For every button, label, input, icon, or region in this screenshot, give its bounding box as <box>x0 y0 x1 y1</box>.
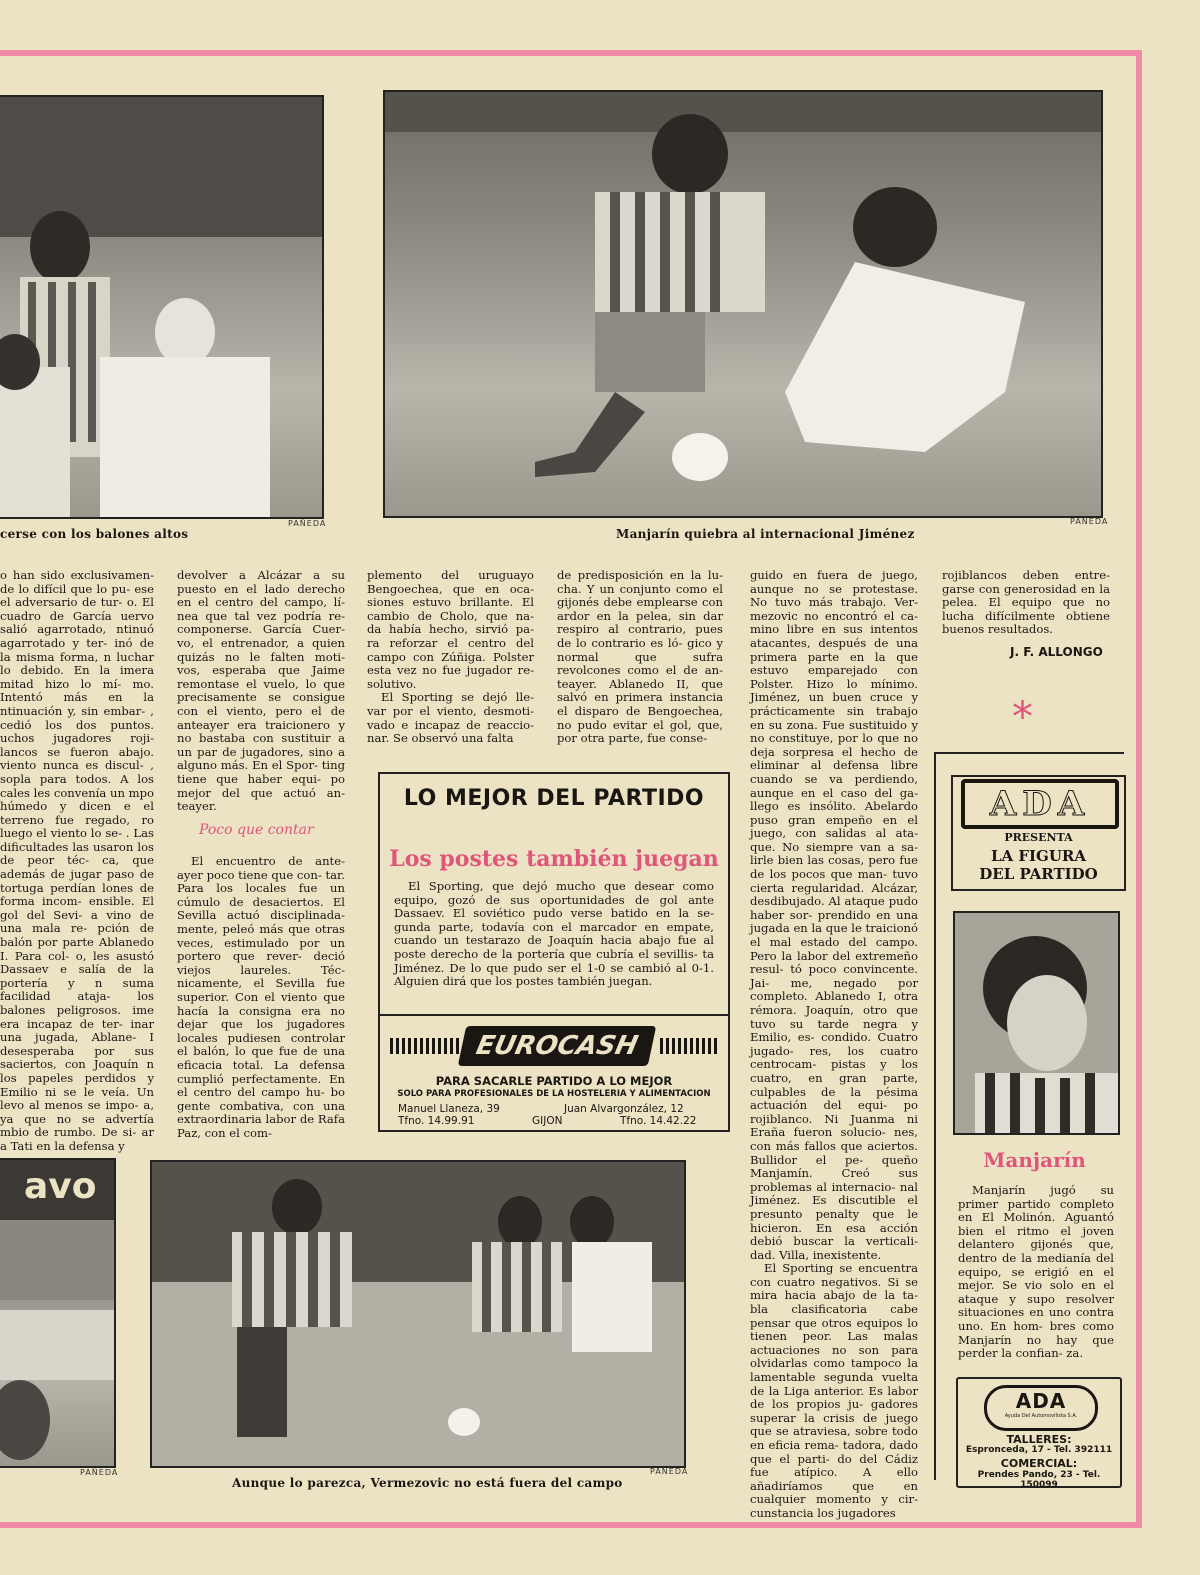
lo-mejor-box <box>378 772 730 1016</box>
ada-talleres-logo <box>984 1385 1098 1431</box>
article-column-3 <box>367 569 534 746</box>
ada-talleres-logo-text: ADA <box>1015 1389 1067 1413</box>
article-column-1 <box>0 569 154 1154</box>
photo-bottom-center-credit: PAÑEDA <box>650 1467 689 1476</box>
ada-figura-line2: DEL PARTIDO <box>979 865 1098 883</box>
photo-bottom-left <box>0 1158 116 1468</box>
photo-top-left-credit: PAÑEDA <box>288 519 327 528</box>
eurocash-phone-2: Tfno. 14.42.22 <box>620 1115 697 1127</box>
article-col3-p1: plemento del uruguayo Bengoechea, que en oca- siones estuvo brillante. El cambio de Cholo, que na- da había hecho, sirvió pa- ra reforzar el centro del campo con Zúñiga. Polster esta vez no fue jugador re- solutivo. <box>367 568 534 691</box>
subhead: Poco que contar <box>199 822 314 838</box>
article-column-6 <box>942 569 1110 637</box>
player-description-text: Manjarín jugó su primer partido completo en El Molinón. Aguantó bien el ritmo el joven delantero gijonés que, dentro de la medianía del equipo, se erigió en el mejor. Se vio solo en el ataque y supo resolver situaciones en uno contra uno. En hom- bres como Manjarín no hay que perder la confian- za. <box>958 1183 1114 1361</box>
article-column-4 <box>557 569 723 746</box>
photo-bottom-left-credit: PAÑEDA <box>80 1468 119 1477</box>
player-description <box>958 1184 1114 1361</box>
photo-bottom-center-caption: Aunque lo parezca, Vermezovic no está fuera del campo <box>232 1476 623 1490</box>
article-col4-text: de predisposición en la lu- cha. Y un conjunto como el gijonés debe emplearse con ardor en la pelea, sin dar respiro al contrario, pues de lo contrario es ló- gico y normal que sufra revolcones como el de an- teayer. Ablanedo II, que salvó en primera instancia el disparo de Bengoechea, no pudo evitar el gol, que, por otra parte, fue conse- <box>557 568 723 746</box>
eurocash-phone-1: Tfno. 14.99.91 <box>398 1115 475 1127</box>
eurocash-address-1: Manuel Llaneza, 39 <box>398 1103 500 1115</box>
photo-bottom-center <box>150 1160 686 1468</box>
photo-top-right-credit: PAÑEDA <box>1070 517 1109 526</box>
article-column-5 <box>750 569 918 1521</box>
ada-talleres-label: TALLERES: <box>1006 1433 1072 1446</box>
eurocash-slogan: PARA SACARLE PARTIDO A LO MEJOR <box>435 1074 673 1088</box>
eurocash-logo: EUROCASH <box>458 1026 657 1066</box>
lo-mejor-headline: Los postes también juegan <box>389 846 719 872</box>
article-column-2b <box>177 855 345 1140</box>
article-col5-p1: guido en fuera de juego, aunque no se protestase. No tuvo más trabajo. Ver- mezovic no encontró el ca- mino libre en sus intentos atacantes, después de una primera parte en la que estuvo emparejado con Polster. Hizo lo mínimo. Jiménez, un buen cruce y prácticamente sin trabajo en su zona. Fue sustituido y no constituye, por lo que no deja sorpresa el hecho de eliminar al defensa libre cuando se va perdiendo, aunque en el caso del ga- llego es insólito. Abelardo puso gran empeño en el juego, con salidas al ata- que. No siempre van a sa- lirle bien las cosas, pero fue de los pocos que man- tuvo cierta regularidad. Alcázar, desdibujado. Al ataque pudo haber sor- prendido en una jugada en la que le traicionó el mal estado del campo. Pero la labor del extremeño resul- tó poco convincente. Jai- me, negado por completo. Ablanedo I, otra rémora. Joaquín, otro que tuvo su tarde negra y Emilio, es- condido. Cuatro jugado- res, los cuatro centrocam- pistas y los cuatro, en gran parte, culpables de la pésima actuación del equi- po rojiblanco. Ni Juanma ni Eraña fueron solucio- nes, con más fallos que aciertos. Bullidor el pe- queño Manjamín. Creó sus problemas al internacio- nal Jiménez. Es discutible el presunto penalty que le hicieron. En esa acción debió buscar la verticali- dad. Villa, inexistente. <box>750 568 918 1262</box>
photo-bottom-left-banner: avo <box>24 1166 97 1207</box>
ada-box-top-line <box>934 752 1124 754</box>
article-col6-text: rojiblancos deben entre- garse con generosidad en la pelea. El equipo que no lucha difícilmente obtiene buenos resultados. <box>942 568 1110 637</box>
ada-figura-line1: LA FIGURA <box>990 847 1087 865</box>
photo-top-right <box>383 90 1103 518</box>
article-col1-text: o han sido exclusivamen- de lo difícil que lo pu- ese el adversario de tur- o. El cuadro de García uervo salió agarrotado, ntinuó agarrotado y ter- inó de la misma forma, n luchar lo debido. En la imera mitad hizo lo mí- mo. Intentó más en la ntinuación y, sin embar- , cedió los dos puntos. uchos jugadores roji- lancos se fueron abajo. viento nunca es discul- , sopla para todos. A los cales les convenía un mpo húmedo y dicen e el terreno fue regado, ro luego el viento lo se- . Las dificultades las usaron los de peor téc- ca, que además de jugar paso de tortuga perdían lones de forma incom- ensible. El gol del Sevi- a vino de una mala re- pción de balón por parte Ablanedo I. Para col- o, les asustó Dassaev e salía de la portería y n suma facilidad ataja- los balones peligrosos. ime era incapaz de ter- inar una jugada, Ablane- I desesperaba por sus saciertos, con Joaquín n los papeles perdidos y Emilio ni se le veía. Un levo al menos se impo- a, ya que no se advertía mbio de rumbo. De si- ar a Tati en la defensa y <box>0 568 154 1153</box>
eurocash-stripes-left <box>390 1038 460 1054</box>
eurocash-stripes-right <box>660 1038 718 1054</box>
ada-figura-box <box>951 775 1126 891</box>
lo-mejor-title: LO MEJOR DEL PARTIDO <box>403 786 705 811</box>
ada-box-outer-line <box>934 752 936 1480</box>
ada-talleres-tagline: Ayuda Del Automovilista S.A. <box>1004 1413 1078 1419</box>
eurocash-address-2: Juan Alvargonzález, 12 <box>564 1103 684 1115</box>
ada-talleres-ad <box>956 1377 1122 1488</box>
eurocash-ad <box>378 1014 730 1132</box>
player-portrait <box>953 911 1120 1135</box>
article-column-2 <box>177 569 345 814</box>
eurocash-sub: SOLO PARA PROFESIONALES DE LA HOSTELERIA Y ALIMENTACION <box>397 1089 711 1099</box>
page-frame-top <box>0 50 1142 56</box>
asterisk-ornament: * <box>1012 692 1033 741</box>
ada-comercial-address: Prendes Pando, 23 - Tel. 150099 <box>977 1470 1101 1490</box>
page-frame-right <box>1136 50 1142 1528</box>
article-col2-text: devolver a Alcázar a su puesto en el lado derecho en el centro del campo, lí- nea que tal vez podría re- componerse. García Cuer- vo, el entrenador, a quien quizás no le falten moti- vos, esperaba que Jaime remontase el vuelo, lo que precisamente se consigue con el viento, pero el de anteayer era traicionero y no bastaba con sustituir a un par de jugadores, sino a alguno más. En el Spor- ting tiene que haber equi- po mejor del que actuó an- teayer. <box>177 568 345 814</box>
ada-comercial-label: COMERCIAL: <box>1000 1457 1078 1470</box>
photo-top-left <box>0 95 324 519</box>
eurocash-city: GIJON <box>532 1115 563 1127</box>
article-col3-p2: El Sporting se dejó lle- var por el viento, desmoti- vado e incapaz de reaccio- nar. Se observó una falta <box>367 690 534 746</box>
author-signature: J. F. ALLONGO <box>1010 645 1103 659</box>
player-name: Manjarín <box>983 1148 1086 1172</box>
ada-presenta: PRESENTA <box>1004 831 1073 844</box>
lo-mejor-body: El Sporting, que dejó mucho que desear como equipo, gozó de sus oportunidades de gol ante Dassaev. El soviético pudo verse batido en la se- gunda parte, todavía con el marcador en empate, cuando un testarazo de Joaquín hacia abajo fue al poste derecho de la portería que cubría el sevillis- ta Jiménez. De lo que pudo ser el 1-0 se cambió al 0-1. Alguien dirá que los postes también juegan. <box>394 879 714 989</box>
ada-talleres-address: Espronceda, 17 - Tel. 392111 <box>965 1445 1113 1455</box>
photo-top-right-caption: Manjarín quiebra al internacional Jiménez <box>616 527 915 541</box>
page-frame-bottom <box>0 1522 1142 1528</box>
ada-logo: ADA <box>961 779 1119 829</box>
article-col5-p2: El Sporting se encuentra con cuatro negativos. Si se mira hacia abajo de la ta- bla clasificatoria cabe pensar que otros equipos lo tienen peor. Las malas actuaciones no son para olvidarlas como tampoco la lamentable segunda vuelta de la Liga anterior. Es labor de los propios ju- gadores superar la crisis de juego que se atraviesa, sobre todo en eficia rema- tadora, dado que el parti- do del Cádiz fue atípico. A ello añadiríamos que en cualquier momento y cir- cunstancia los jugadores <box>750 1261 918 1520</box>
photo-top-left-caption: cerse con los balones altos <box>0 527 189 541</box>
article-col2b-text: El encuentro de ante- ayer poco tiene que con- tar. Para los locales fue un cúmulo de desaciertos. El Sevilla actuó disciplinada- mente, peleó más que otras veces, estimulado por un portero que rever- deció viejos laureles. Téc- nicamente, el Sevilla fue superior. Con el viento que hacía la consigna era no dejar que los jugadores locales pudiesen controlar el balón, lo que fue de una eficacia total. La defensa cumplió perfectamente. En el centro del campo hu- bo gente combativa, con una extraordinaria labor de Rafa Paz, con el com- <box>177 854 345 1140</box>
